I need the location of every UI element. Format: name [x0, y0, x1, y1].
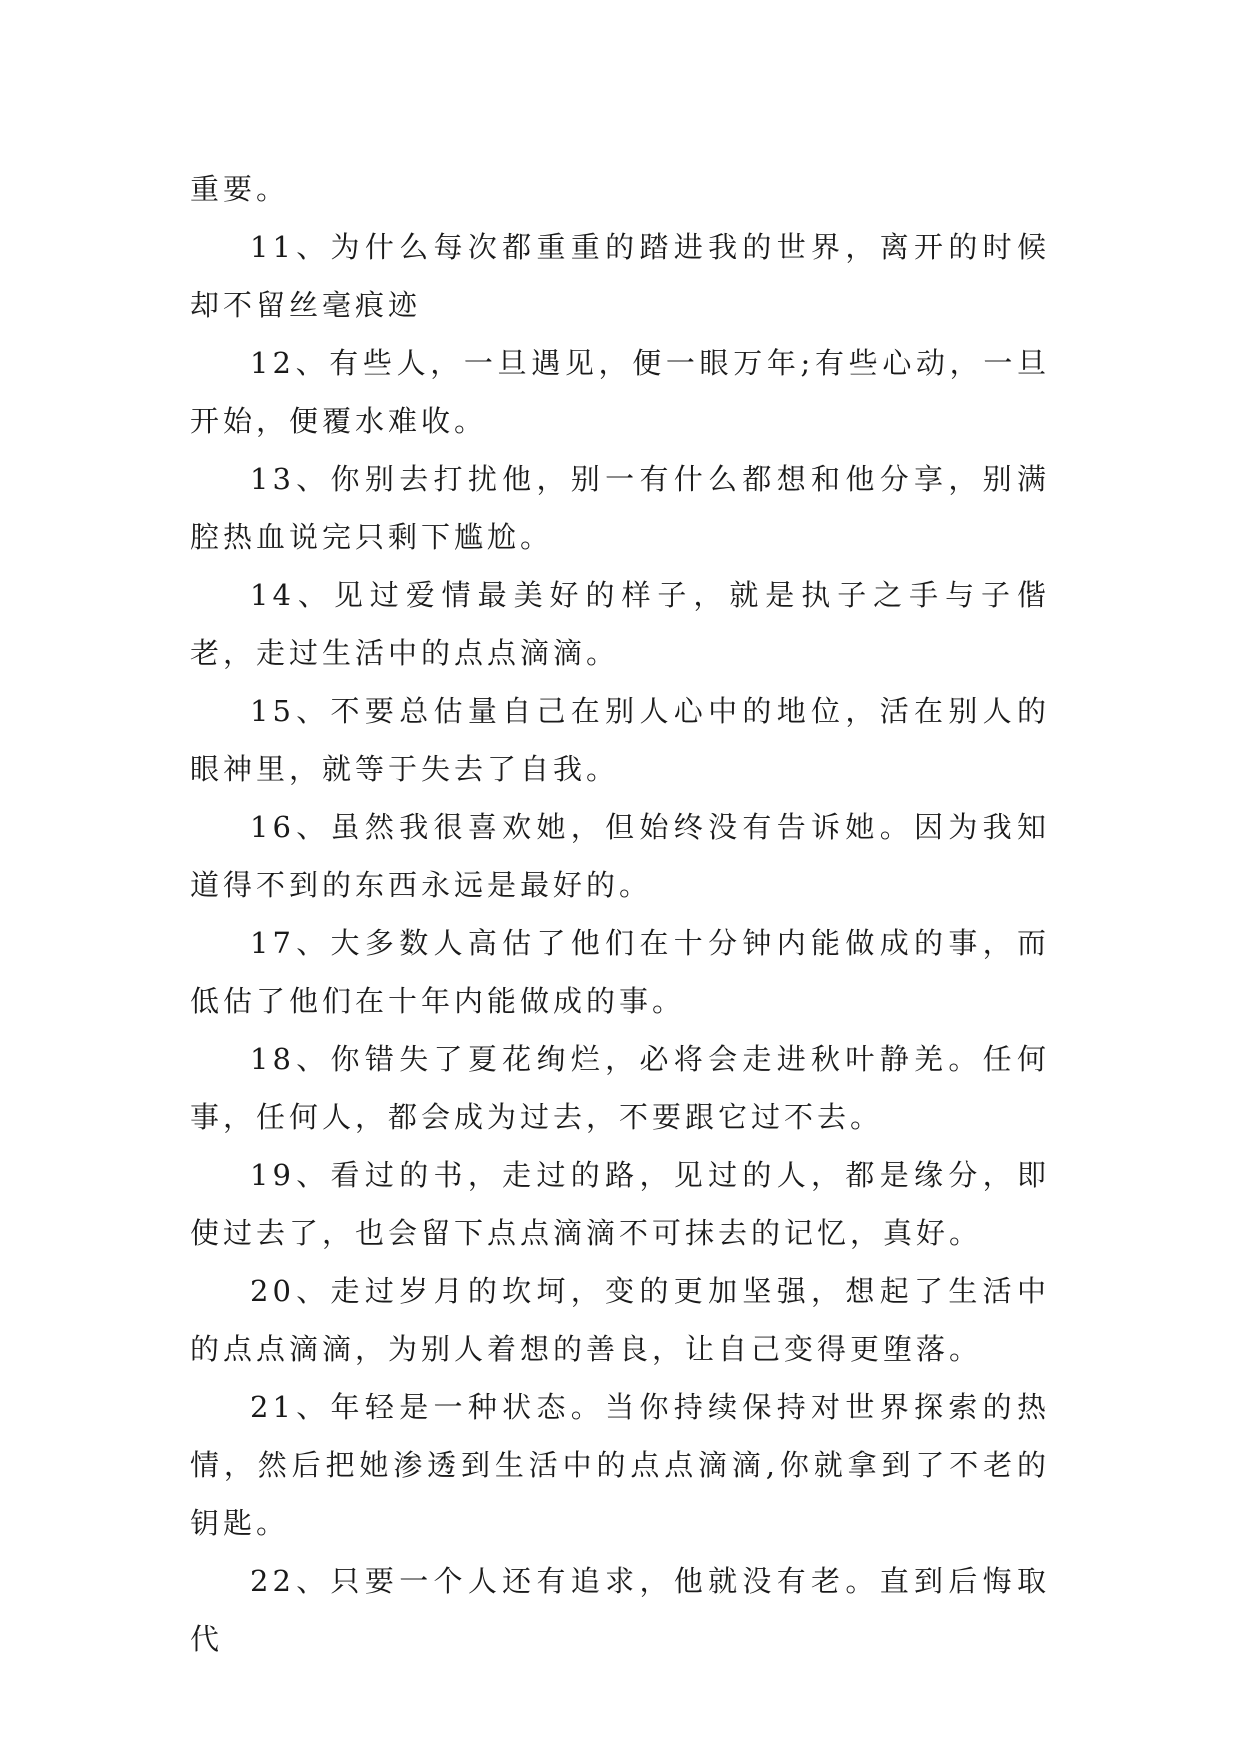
paragraph-22: 22、只要一个人还有追求，他就没有老。直到后悔取代: [190, 1564, 1050, 1656]
paragraph-21: 21、年轻是一种状态。当你持续保持对世界探索的热情，然后把她渗透到生活中的点点滴滴,你就拿到了不老的钥匙。: [190, 1390, 1050, 1540]
document-body: [190, 160, 1050, 1668]
paragraph-14: 14、见过爱情最美好的样子，就是执子之手与子偕老，走过生活中的点点滴滴。: [190, 578, 1050, 670]
paragraph-18: 18、你错失了夏花绚烂，必将会走进秋叶静羌。任何事，任何人，都会成为过去，不要跟它过不去。: [190, 1042, 1050, 1134]
paragraph-12: 12、有些人，一旦遇见，便一眼万年;有些心动，一旦开始，便覆水难收。: [190, 346, 1050, 438]
paragraph-20: 20、走过岁月的坎坷，变的更加坚强，想起了生活中的点点滴滴，为别人着想的善良，让自己变得更堕落。: [190, 1274, 1050, 1366]
paragraph-continuation: 重要。: [190, 172, 290, 206]
paragraph-13: 13、你别去打扰他，别一有什么都想和他分享，别满腔热血说完只剩下尴尬。: [190, 462, 1050, 554]
paragraph-19: 19、看过的书，走过的路，见过的人，都是缘分，即使过去了，也会留下点点滴滴不可抹去的记忆，真好。: [190, 1158, 1050, 1250]
paragraph-16: 16、虽然我很喜欢她，但始终没有告诉她。因为我知道得不到的东西永远是最好的。: [190, 810, 1050, 902]
paragraph-15: 15、不要总估量自己在别人心中的地位，活在别人的眼神里，就等于失去了自我。: [190, 694, 1050, 786]
paragraph-11: 11、为什么每次都重重的踏进我的世界，离开的时候却不留丝毫痕迹: [190, 230, 1050, 322]
paragraph-17: 17、大多数人高估了他们在十分钟内能做成的事，而低估了他们在十年内能做成的事。: [190, 926, 1050, 1018]
